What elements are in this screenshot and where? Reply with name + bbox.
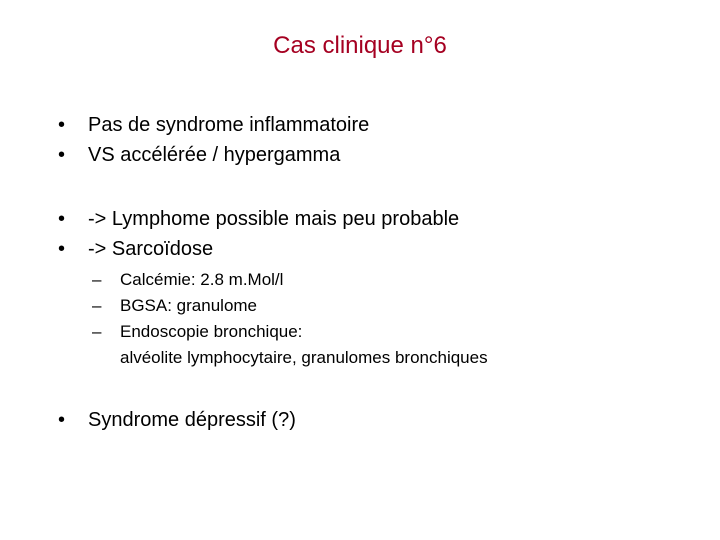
sub-bullet-group-sarcoidosis (92, 267, 488, 371)
slide-title: Cas clinique n°6 (273, 32, 447, 59)
bullet-item (58, 110, 369, 140)
dash-icon: – (92, 270, 102, 289)
sub-bullet-continuation (92, 345, 488, 371)
sub-bullet-item (92, 267, 488, 293)
bullet-text: -> Sarcoïdose (88, 238, 214, 260)
bullet-group-other (58, 405, 296, 435)
bullet-text: VS accélérée / hypergamma (88, 144, 341, 166)
bullet-dot-icon: • (58, 144, 66, 166)
sub-bullet-item (92, 293, 488, 319)
bullet-item (58, 405, 296, 435)
bullet-dot-icon: • (58, 114, 66, 136)
bullet-item (58, 204, 459, 234)
bullet-dot-icon: • (58, 238, 66, 260)
sub-bullet-item (92, 319, 488, 345)
bullet-dot-icon: • (58, 208, 66, 230)
bullet-text: -> Lymphome possible mais peu probable (88, 208, 460, 230)
sub-bullet-text: BGSA: granulome (120, 296, 258, 315)
bullet-group-findings (58, 110, 369, 170)
bullet-item (58, 234, 459, 264)
sub-bullet-text: Endoscopie bronchique: (120, 322, 303, 341)
dash-icon: – (92, 322, 102, 341)
bullet-text: Pas de syndrome inflammatoire (88, 114, 370, 136)
bullet-text: Syndrome dépressif (?) (88, 409, 296, 431)
sub-bullet-continuation-text: alvéolite lymphocytaire, granulomes bronchiques (120, 348, 488, 367)
bullet-item (58, 140, 369, 170)
dash-icon: – (92, 296, 102, 315)
bullet-group-hypotheses (58, 204, 459, 264)
bullet-dot-icon: • (58, 409, 66, 431)
sub-bullet-text: Calcémie: 2.8 m.Mol/l (120, 270, 284, 289)
